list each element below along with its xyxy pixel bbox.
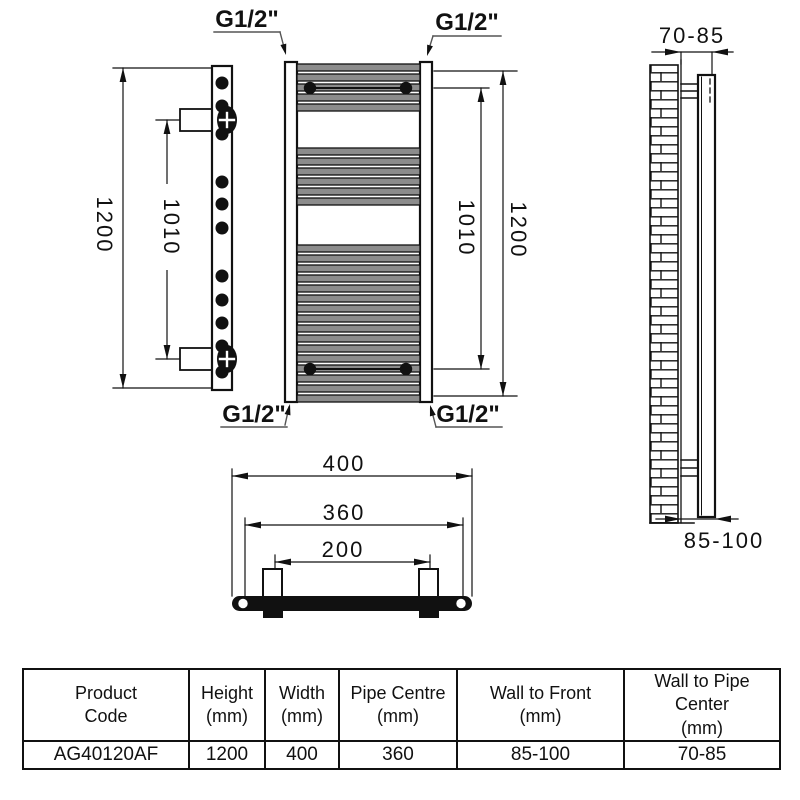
front-height-dim: 1200 — [506, 201, 531, 259]
towel-bar — [297, 64, 420, 71]
arrow-right-icon — [665, 49, 681, 56]
towel-bar — [297, 168, 420, 175]
towel-bar — [297, 104, 420, 111]
towel-bar — [297, 74, 420, 81]
arrow-right-icon — [414, 559, 430, 566]
cell-wall-to-front: 85-100 — [457, 741, 624, 769]
towel-bar — [297, 148, 420, 155]
bracket-arm — [681, 460, 698, 476]
tube-dot — [216, 270, 229, 283]
tube-dot — [216, 198, 229, 211]
towel-bar — [297, 255, 420, 262]
arrow-down-icon — [120, 374, 127, 388]
towel-bar — [297, 385, 420, 392]
towel-bar — [297, 275, 420, 282]
fitting-label-bottom-right: G1/2" — [436, 401, 500, 428]
arrow-left-icon — [715, 516, 731, 523]
towel-bar — [297, 158, 420, 165]
towel-bar — [297, 285, 420, 292]
mounting-dot — [400, 363, 412, 375]
towel-bar — [297, 245, 420, 252]
towel-bar — [297, 315, 420, 322]
pipe-opening — [456, 598, 467, 609]
arrow-right-icon — [456, 473, 472, 480]
towel-bar — [297, 395, 420, 402]
plan-pipe-centre-dim: 360 — [322, 500, 366, 525]
valve-nut — [217, 345, 237, 373]
arrow-left-icon — [232, 473, 248, 480]
towel-bar — [297, 265, 420, 272]
fitting-label-top-right: G1/2" — [435, 9, 499, 36]
towel-bar — [297, 178, 420, 185]
towel-bar — [297, 295, 420, 302]
side-view — [92, 66, 237, 390]
brick-wall — [650, 65, 678, 523]
tube-dot — [216, 294, 229, 307]
bracket-foot — [263, 611, 283, 618]
arrow-right-icon — [447, 522, 463, 529]
header-width: Width (mm) — [265, 669, 339, 741]
header-pipe-centre: Pipe Centre (mm) — [339, 669, 457, 741]
plan-width-dim: 400 — [322, 451, 366, 476]
towel-bar — [297, 198, 420, 205]
fitting-label-bottom-left: G1/2" — [222, 401, 286, 428]
towel-bar — [297, 188, 420, 195]
wall-bracket — [180, 348, 213, 370]
valve-nut — [217, 106, 237, 134]
tube-dot — [216, 222, 229, 235]
towel-bar — [297, 355, 420, 362]
mounting-dot — [304, 82, 316, 94]
spec-table-data-row — [23, 741, 780, 769]
towel-bars — [297, 64, 420, 402]
leader-arrow-icon — [427, 404, 436, 416]
wall-to-front-dim: 85-100 — [683, 528, 765, 553]
right-rail — [420, 62, 432, 402]
cell-height: 1200 — [189, 741, 265, 769]
plan-bottom-rail — [232, 596, 472, 611]
tube-dot — [216, 77, 229, 90]
leader-arrow-icon — [285, 403, 293, 415]
leader-arrow-icon — [424, 45, 433, 57]
towel-bar — [297, 375, 420, 382]
towel-bar — [297, 335, 420, 342]
arrow-left-icon — [245, 522, 261, 529]
spec-table-header-row — [23, 669, 780, 741]
front-view — [214, 6, 531, 428]
plan-bracket — [263, 569, 282, 598]
plan-bracket-centres-dim: 200 — [321, 537, 365, 562]
arrow-down-icon — [478, 355, 485, 369]
tube-dot — [216, 317, 229, 330]
towel-bar — [297, 345, 420, 352]
mounting-dot — [304, 363, 316, 375]
header-wall-to-pipe-center: Wall to Pipe Center (mm) — [624, 669, 780, 741]
cell-wall-to-pipe-center: 70-85 — [624, 741, 780, 769]
wall-bracket — [180, 109, 213, 131]
fitting-label-top-left: G1/2" — [215, 6, 279, 33]
arrow-down-icon — [500, 382, 507, 396]
cell-width: 400 — [265, 741, 339, 769]
front-pipe-centres-dim: 1010 — [454, 199, 479, 257]
bracket-arm — [681, 84, 698, 98]
arrow-left-icon — [712, 49, 728, 56]
left-rail — [285, 62, 297, 402]
mounting-dot — [400, 82, 412, 94]
side-height-dim: 1200 — [92, 196, 117, 254]
wall-mount-view — [650, 23, 764, 553]
leader-arrow-icon — [280, 44, 288, 56]
header-height: Height (mm) — [189, 669, 265, 741]
cell-pipe-centre: 360 — [339, 741, 457, 769]
arrow-up-icon — [478, 88, 485, 102]
arrow-down-icon — [164, 345, 171, 359]
pipe-opening — [238, 598, 249, 609]
cell-product-code: AG40120AF — [23, 741, 189, 769]
arrow-left-icon — [275, 559, 291, 566]
wall-to-pipe-center-dim: 70-85 — [658, 23, 726, 48]
arrow-up-icon — [120, 68, 127, 82]
side-pipe-centres-dim: 1010 — [159, 198, 184, 256]
spec-table — [22, 668, 779, 770]
header-product-code: Product Code — [23, 669, 189, 741]
towel-bar — [297, 325, 420, 332]
arrow-up-icon — [164, 120, 171, 134]
arrow-up-icon — [500, 71, 507, 85]
header-wall-to-front: Wall to Front (mm) — [457, 669, 624, 741]
bracket-foot — [419, 611, 439, 618]
towel-bar — [297, 94, 420, 101]
towel-bar — [297, 305, 420, 312]
plan-view — [232, 451, 472, 618]
tube-dot — [216, 176, 229, 189]
rail-profile — [698, 75, 715, 517]
plan-bracket — [419, 569, 438, 598]
